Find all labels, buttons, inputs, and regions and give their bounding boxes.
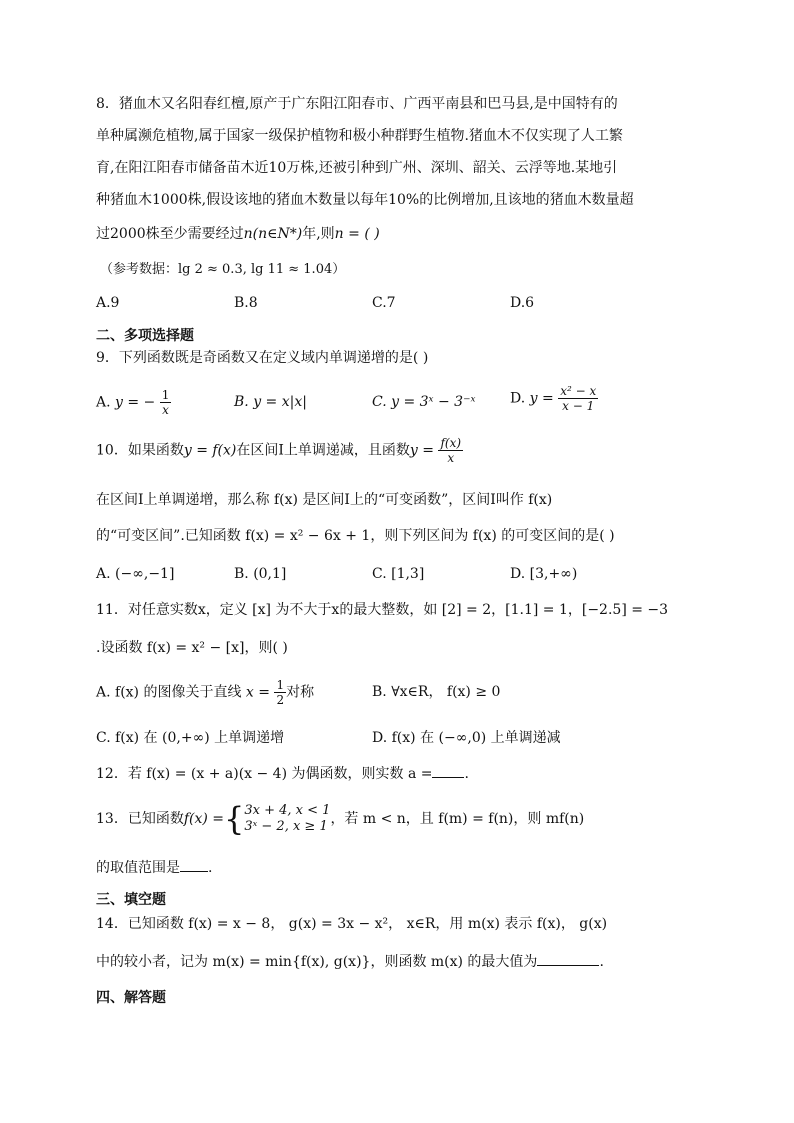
- q9-option-a-fraction: [160, 388, 172, 417]
- section-heading-4: 四、解答题: [96, 990, 166, 1006]
- q9-option-d-pre: y =: [529, 390, 554, 407]
- q12-answer-blank[interactable]: [432, 765, 464, 778]
- q8-line2: 单种属濒危植物,属于国家一级保护植物和极小种群野生植物.猪血木不仅实现了人工繁: [96, 128, 623, 144]
- q12-end: .: [464, 766, 469, 782]
- q11-option-b: B. ∀x∈R， f(x) ≥ 0: [372, 684, 501, 700]
- q9-option-a-pre: y = −: [115, 394, 156, 411]
- q12-line: [96, 764, 469, 784]
- q11-option-a-text: A. f(x) 的图像关于直线: [96, 684, 242, 701]
- q8-line5: [96, 224, 380, 244]
- q8-option-d: D.6: [510, 295, 535, 311]
- q9-text: 9．下列函数既是奇函数又在定义域内单调递增的是( ): [96, 350, 429, 366]
- fraction-denominator: x: [162, 403, 169, 417]
- q9-option-a-label: A.: [96, 394, 111, 411]
- q11-option-c: C. f(x) 在 (0,+∞) 上单调递增: [96, 730, 285, 746]
- q10-line1-c: 在区间I上单调递减，且函数: [236, 442, 410, 459]
- q8-line5-math: n(n∈N*): [243, 226, 303, 242]
- q13-line1-c: ，若 m < n，且 f(m) = f(n)，则 mf(n): [330, 811, 585, 827]
- q13-line1: [96, 802, 584, 836]
- q8-line5-text-a: 过2000株至少需要经过: [96, 226, 244, 242]
- q11-line2: .设函数 f(x) = x² − [x]，则( ): [96, 640, 288, 656]
- fraction-denominator: 2: [276, 693, 285, 707]
- q10-line1-b: y = f(x): [183, 442, 237, 459]
- q13-answer-blank[interactable]: [180, 859, 208, 872]
- q8-line5-answer: n = ( ): [334, 226, 380, 242]
- q11-line1: 11．对任意实数x，定义 [x] 为不大于x的最大整数，如 [2] = 2，[1.1] = 1，[−2.5] = −3: [96, 602, 669, 618]
- q13-line2-end: .: [208, 860, 213, 876]
- q8-option-c: C.7: [372, 295, 396, 311]
- fraction-numerator: x² − x: [560, 384, 597, 398]
- q8-option-b: B.8: [234, 295, 258, 311]
- q9-option-a: [96, 388, 171, 417]
- q10-option-a: A. (−∞,−1]: [96, 566, 175, 582]
- q10-line3: 的“可变区间”.已知函数 f(x) = x² − 6x + 1，则下列区间为 f(x) 的可变区间的是( ): [96, 528, 615, 544]
- q8-option-a: A.9: [96, 295, 120, 311]
- fraction-numerator: 1: [276, 678, 285, 692]
- fraction-numerator: f(x): [440, 436, 462, 450]
- q14-answer-blank[interactable]: [537, 953, 599, 966]
- fraction-denominator: x − 1: [562, 399, 595, 413]
- piecewise-brace-icon: {: [224, 800, 245, 838]
- q10-line1-d: y =: [409, 442, 434, 459]
- q8-line5-text-b: 年,则: [302, 226, 335, 242]
- q8-line1: 8．猪血木又名阳春红檀,原产于广东阳江阳春市、广西平南县和巴马县,是中国特有的: [96, 96, 618, 112]
- section-heading-3: 三、填空题: [96, 892, 166, 908]
- q10-option-c: C. [1,3]: [372, 566, 425, 582]
- q10-line1: [96, 436, 463, 465]
- q14-line2: [96, 952, 604, 972]
- q10-option-b: B. (0,1]: [234, 566, 287, 582]
- q11-option-a-eq: x =: [245, 684, 270, 701]
- q13-line1-b: f(x) =: [183, 811, 225, 827]
- q10-option-d: D. [3,+∞): [510, 566, 578, 582]
- fraction-numerator: 1: [161, 388, 170, 402]
- q13-line1-a: 13．已知函数: [96, 811, 184, 827]
- q11-option-d: D. f(x) 在 (−∞,0) 上单调递减: [372, 730, 561, 746]
- q11-option-a-end: 对称: [286, 684, 315, 701]
- q9-option-d-label: D.: [510, 390, 526, 407]
- q13-case2: 3ˣ − 2, x ≥ 1: [244, 819, 328, 834]
- q8-line3: 育,在阳江阳春市储备苗木近10万株,还被引种到广州、深圳、韶关、云浮等地.某地引: [96, 160, 618, 176]
- q14-line1: 14．已知函数 f(x) = x − 8， g(x) = 3x − x²， x∈R，用 m(x) 表示 f(x)， g(x): [96, 916, 608, 932]
- q13-case1: 3x + 4, x < 1: [244, 803, 331, 818]
- q10-fraction: [438, 436, 463, 465]
- q9-option-c: C. y = 3ˣ − 3⁻ˣ: [372, 394, 476, 410]
- q10-line2: 在区间I上单调递增，那么称 f(x) 是区间I上的“可变函数”，区间I叫作 f(x): [96, 492, 553, 508]
- q9-option-d: [510, 384, 598, 413]
- section-heading-2: 二、多项选择题: [96, 328, 194, 344]
- q13-piecewise-cases: [244, 803, 330, 835]
- q11-option-a: [96, 678, 314, 707]
- q14-line2-end: .: [599, 954, 604, 970]
- q8-reference: （参考数据：lg 2 ≈ 0.3, lg 11 ≈ 1.04）: [100, 262, 346, 277]
- q13-line2: [96, 858, 212, 878]
- q13-line2-text: 的取值范围是: [96, 860, 180, 876]
- q9-option-d-fraction: [558, 384, 598, 413]
- q14-line2-text: 中的较小者，记为 m(x) = min{f(x), g(x)}，则函数 m(x) 的最大值为: [96, 954, 538, 970]
- q8-line4: 种猪血木1000株,假设该地的猪血木数量以每年10%的比例增加,且该地的猪血木数量超: [96, 192, 634, 208]
- q10-line1-a: 10．如果函数: [96, 442, 184, 459]
- q11-option-a-fraction: [274, 678, 286, 707]
- q9-option-b: B. y = x|x|: [234, 394, 307, 410]
- fraction-denominator: x: [447, 451, 455, 465]
- q12-text: 12．若 f(x) = (x + a)(x − 4) 为偶函数，则实数 a =: [96, 766, 433, 782]
